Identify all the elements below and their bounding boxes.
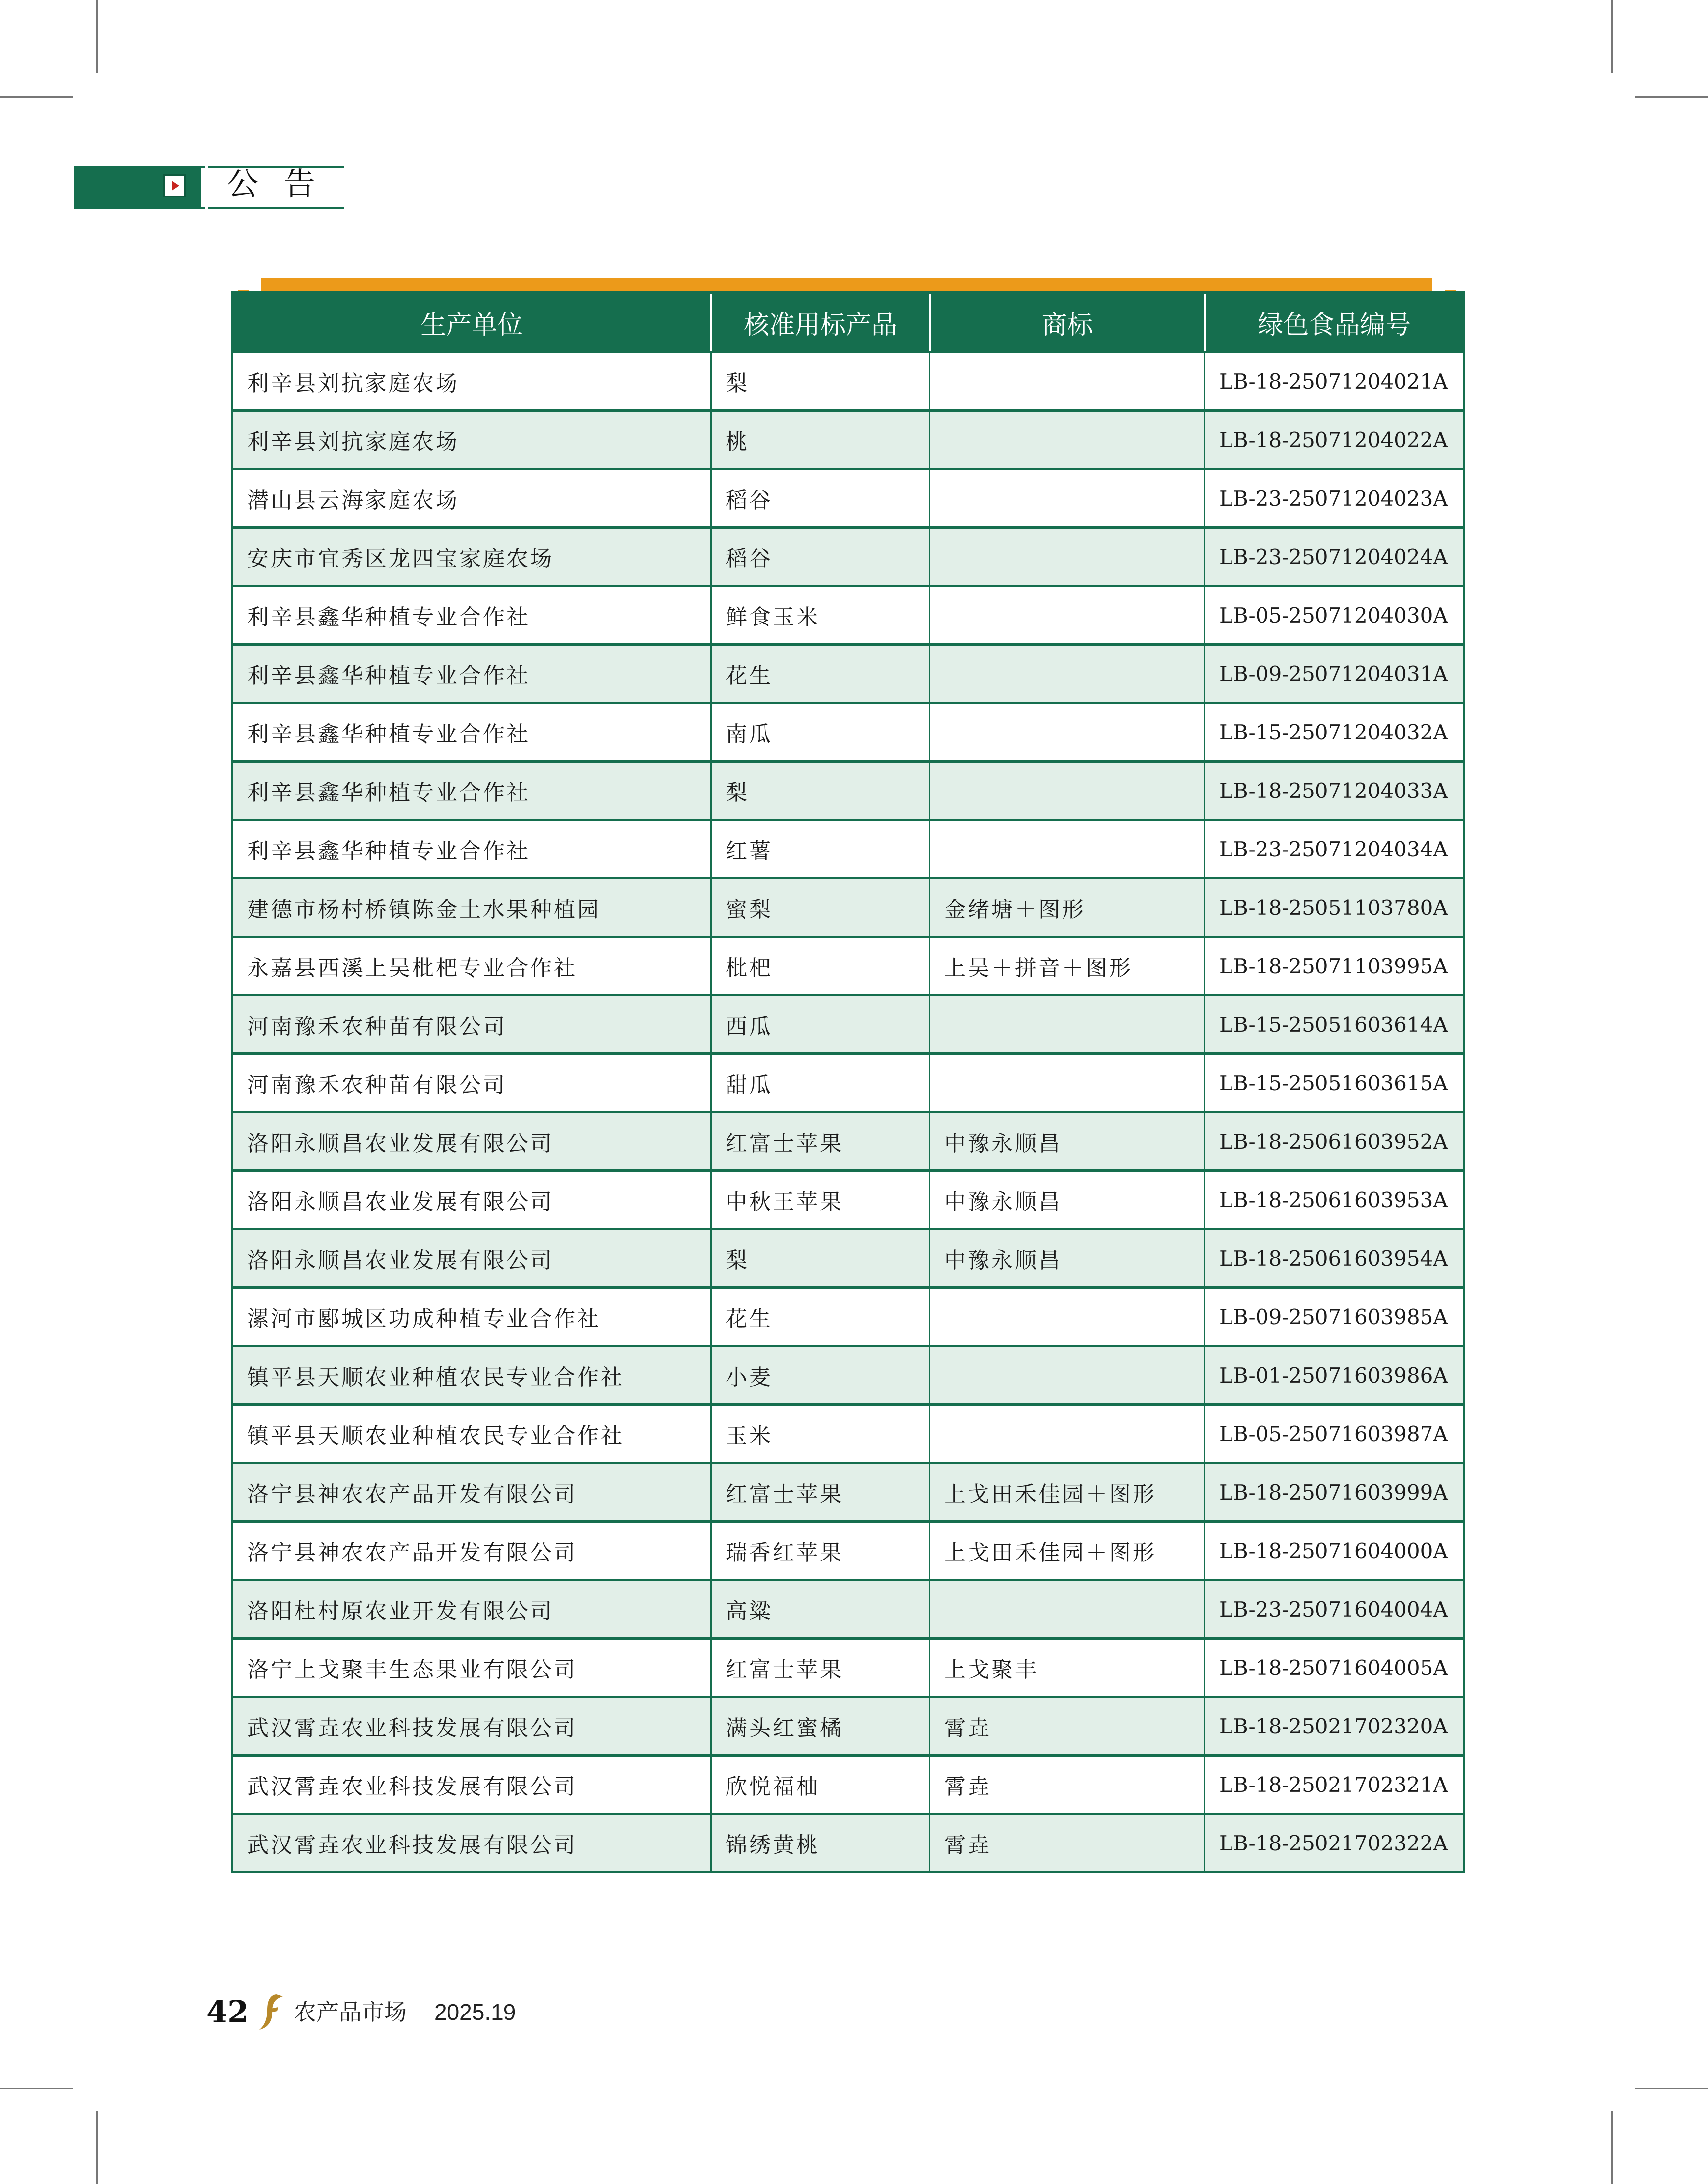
- code-cell: LB-18-25071103995A: [1205, 937, 1464, 995]
- product-cell: 红富士苹果: [711, 1463, 930, 1522]
- code-cell: LB-18-25071204033A: [1205, 762, 1464, 820]
- trademark-cell: 霄垚: [930, 1814, 1205, 1872]
- code-cell: LB-23-25071204023A: [1205, 469, 1464, 528]
- producer-cell: 安庆市宜秀区龙四宝家庭农场: [232, 528, 711, 586]
- code-cell: LB-05-25071603987A: [1205, 1405, 1464, 1463]
- code-cell: LB-18-25071204021A: [1205, 352, 1464, 411]
- product-cell: 梨: [711, 1229, 930, 1288]
- product-cell: 鲜食玉米: [711, 586, 930, 645]
- code-cell: LB-18-25021702320A: [1205, 1697, 1464, 1756]
- table-row: [232, 1405, 1464, 1463]
- issue-number: 2025.19: [434, 1999, 516, 2025]
- code-cell: LB-18-25071604005A: [1205, 1639, 1464, 1697]
- trademark-cell: [930, 645, 1205, 703]
- product-cell: 桃: [711, 411, 930, 469]
- table-row: [232, 1814, 1464, 1872]
- table-row: [232, 645, 1464, 703]
- magazine-logo-icon: [256, 1992, 286, 2032]
- code-cell: LB-01-25071603986A: [1205, 1346, 1464, 1405]
- section-title: 公告: [227, 166, 341, 202]
- table-row: [232, 937, 1464, 995]
- code-cell: LB-15-25051603615A: [1205, 1054, 1464, 1112]
- crop-mark: [1611, 0, 1613, 73]
- table-row: [232, 352, 1464, 411]
- table-row: [232, 1522, 1464, 1580]
- product-cell: 满头红蜜橘: [711, 1697, 930, 1756]
- product-cell: 中秋王苹果: [711, 1171, 930, 1229]
- table-row: [232, 1463, 1464, 1522]
- code-cell: LB-18-25021702322A: [1205, 1814, 1464, 1872]
- producer-cell: 洛阳永顺昌农业发展有限公司: [232, 1229, 711, 1288]
- product-cell: 甜瓜: [711, 1054, 930, 1112]
- title-rule-bottom: [201, 207, 344, 209]
- crop-mark: [96, 2111, 98, 2184]
- trademark-cell: [930, 1288, 1205, 1346]
- crop-mark: [1635, 96, 1708, 98]
- header-code: 绿色食品编号: [1205, 293, 1464, 352]
- product-cell: 红富士苹果: [711, 1112, 930, 1171]
- producer-cell: 洛阳永顺昌农业发展有限公司: [232, 1171, 711, 1229]
- trademark-cell: 上戈田禾佳园＋图形: [930, 1463, 1205, 1522]
- product-cell: 稻谷: [711, 528, 930, 586]
- table-row: [232, 703, 1464, 762]
- producer-cell: 利辛县刘抗家庭农场: [232, 411, 711, 469]
- green-food-table: [231, 291, 1465, 1873]
- producer-cell: 洛宁县神农农产品开发有限公司: [232, 1522, 711, 1580]
- trademark-cell: [930, 1405, 1205, 1463]
- table-row: [232, 1054, 1464, 1112]
- header-trademark: 商标: [930, 293, 1205, 352]
- product-cell: 花生: [711, 645, 930, 703]
- crop-mark: [96, 0, 98, 73]
- producer-cell: 洛宁县神农农产品开发有限公司: [232, 1463, 711, 1522]
- table-row: [232, 995, 1464, 1054]
- producer-cell: 利辛县鑫华种植专业合作社: [232, 762, 711, 820]
- product-cell: 欣悦福柚: [711, 1756, 930, 1814]
- header-product: 核准用标产品: [711, 293, 930, 352]
- code-cell: LB-05-25071204030A: [1205, 586, 1464, 645]
- product-cell: 红薯: [711, 820, 930, 879]
- code-cell: LB-18-25071204022A: [1205, 411, 1464, 469]
- trademark-cell: 霄垚: [930, 1697, 1205, 1756]
- product-cell: 高粱: [711, 1580, 930, 1639]
- product-cell: 玉米: [711, 1405, 930, 1463]
- table-row: [232, 879, 1464, 937]
- trademark-cell: [930, 820, 1205, 879]
- trademark-cell: [930, 411, 1205, 469]
- product-cell: 锦绣黄桃: [711, 1814, 930, 1872]
- producer-cell: 镇平县天顺农业种植农民专业合作社: [232, 1346, 711, 1405]
- header-producer: 生产单位: [232, 293, 711, 352]
- trademark-cell: [930, 352, 1205, 411]
- trademark-cell: [930, 1054, 1205, 1112]
- trademark-cell: [930, 586, 1205, 645]
- crop-mark: [1611, 2111, 1613, 2184]
- code-cell: LB-09-25071204031A: [1205, 645, 1464, 703]
- producer-cell: 武汉霄垚农业科技发展有限公司: [232, 1697, 711, 1756]
- producer-cell: 利辛县鑫华种植专业合作社: [232, 820, 711, 879]
- trademark-cell: 上吴＋拼音＋图形: [930, 937, 1205, 995]
- trademark-cell: 金绪塘＋图形: [930, 879, 1205, 937]
- product-cell: 蜜梨: [711, 879, 930, 937]
- product-cell: 瑞香红苹果: [711, 1522, 930, 1580]
- table-row: [232, 820, 1464, 879]
- trademark-cell: 上戈聚丰: [930, 1639, 1205, 1697]
- trademark-cell: [930, 528, 1205, 586]
- table-row: [232, 1346, 1464, 1405]
- product-cell: 西瓜: [711, 995, 930, 1054]
- table-row: [232, 1580, 1464, 1639]
- code-cell: LB-18-25071603999A: [1205, 1463, 1464, 1522]
- trademark-cell: [930, 703, 1205, 762]
- table-row: [232, 1288, 1464, 1346]
- producer-cell: 利辛县鑫华种植专业合作社: [232, 645, 711, 703]
- table-header-row: [232, 293, 1464, 352]
- table-row: [232, 1697, 1464, 1756]
- producer-cell: 武汉霄垚农业科技发展有限公司: [232, 1756, 711, 1814]
- code-cell: LB-18-25051103780A: [1205, 879, 1464, 937]
- trademark-cell: [930, 1346, 1205, 1405]
- table-row: [232, 411, 1464, 469]
- table-top-band: [261, 278, 1432, 292]
- table-row: [232, 1112, 1464, 1171]
- table-row: [232, 762, 1464, 820]
- trademark-cell: [930, 1580, 1205, 1639]
- page-number: 42: [206, 1994, 249, 2030]
- title-separator: [205, 166, 208, 209]
- code-cell: LB-18-25061603952A: [1205, 1112, 1464, 1171]
- producer-cell: 洛阳永顺昌农业发展有限公司: [232, 1112, 711, 1171]
- code-cell: LB-23-25071204034A: [1205, 820, 1464, 879]
- product-cell: 红富士苹果: [711, 1639, 930, 1697]
- producer-cell: 镇平县天顺农业种植农民专业合作社: [232, 1405, 711, 1463]
- crop-mark: [0, 96, 73, 98]
- producer-cell: 永嘉县西溪上吴枇杷专业合作社: [232, 937, 711, 995]
- code-cell: LB-18-25021702321A: [1205, 1756, 1464, 1814]
- producer-cell: 洛宁上戈聚丰生态果业有限公司: [232, 1639, 711, 1697]
- table-row: [232, 1171, 1464, 1229]
- trademark-cell: [930, 469, 1205, 528]
- code-cell: LB-23-25071204024A: [1205, 528, 1464, 586]
- play-icon: [163, 174, 186, 197]
- producer-cell: 潜山县云海家庭农场: [232, 469, 711, 528]
- trademark-cell: [930, 762, 1205, 820]
- table-row: [232, 1229, 1464, 1288]
- code-cell: LB-09-25071603985A: [1205, 1288, 1464, 1346]
- table-row: [232, 528, 1464, 586]
- producer-cell: 利辛县鑫华种植专业合作社: [232, 703, 711, 762]
- code-cell: LB-18-25061603954A: [1205, 1229, 1464, 1288]
- producer-cell: 洛阳杜村原农业开发有限公司: [232, 1580, 711, 1639]
- producer-cell: 河南豫禾农种苗有限公司: [232, 995, 711, 1054]
- producer-cell: 漯河市郾城区功成种植专业合作社: [232, 1288, 711, 1346]
- code-cell: LB-15-25051603614A: [1205, 995, 1464, 1054]
- crop-mark: [1635, 2088, 1708, 2089]
- table-row: [232, 1756, 1464, 1814]
- producer-cell: 建德市杨村桥镇陈金土水果种植园: [232, 879, 711, 937]
- trademark-cell: 霄垚: [930, 1756, 1205, 1814]
- product-cell: 南瓜: [711, 703, 930, 762]
- code-cell: LB-18-25061603953A: [1205, 1171, 1464, 1229]
- code-cell: LB-23-25071604004A: [1205, 1580, 1464, 1639]
- producer-cell: 河南豫禾农种苗有限公司: [232, 1054, 711, 1112]
- trademark-cell: 中豫永顺昌: [930, 1229, 1205, 1288]
- product-cell: 小麦: [711, 1346, 930, 1405]
- product-cell: 稻谷: [711, 469, 930, 528]
- table-row: [232, 586, 1464, 645]
- producer-cell: 利辛县刘抗家庭农场: [232, 352, 711, 411]
- product-cell: 花生: [711, 1288, 930, 1346]
- trademark-cell: 上戈田禾佳园＋图形: [930, 1522, 1205, 1580]
- product-cell: 梨: [711, 352, 930, 411]
- trademark-cell: 中豫永顺昌: [930, 1112, 1205, 1171]
- producer-cell: 利辛县鑫华种植专业合作社: [232, 586, 711, 645]
- table-row: [232, 1639, 1464, 1697]
- crop-mark: [0, 2088, 73, 2089]
- code-cell: LB-15-25071204032A: [1205, 703, 1464, 762]
- code-cell: LB-18-25071604000A: [1205, 1522, 1464, 1580]
- producer-cell: 武汉霄垚农业科技发展有限公司: [232, 1814, 711, 1872]
- trademark-cell: 中豫永顺昌: [930, 1171, 1205, 1229]
- product-cell: 梨: [711, 762, 930, 820]
- product-cell: 枇杷: [711, 937, 930, 995]
- magazine-name: 农产品市场: [294, 1999, 407, 2025]
- trademark-cell: [930, 995, 1205, 1054]
- table-row: [232, 469, 1464, 528]
